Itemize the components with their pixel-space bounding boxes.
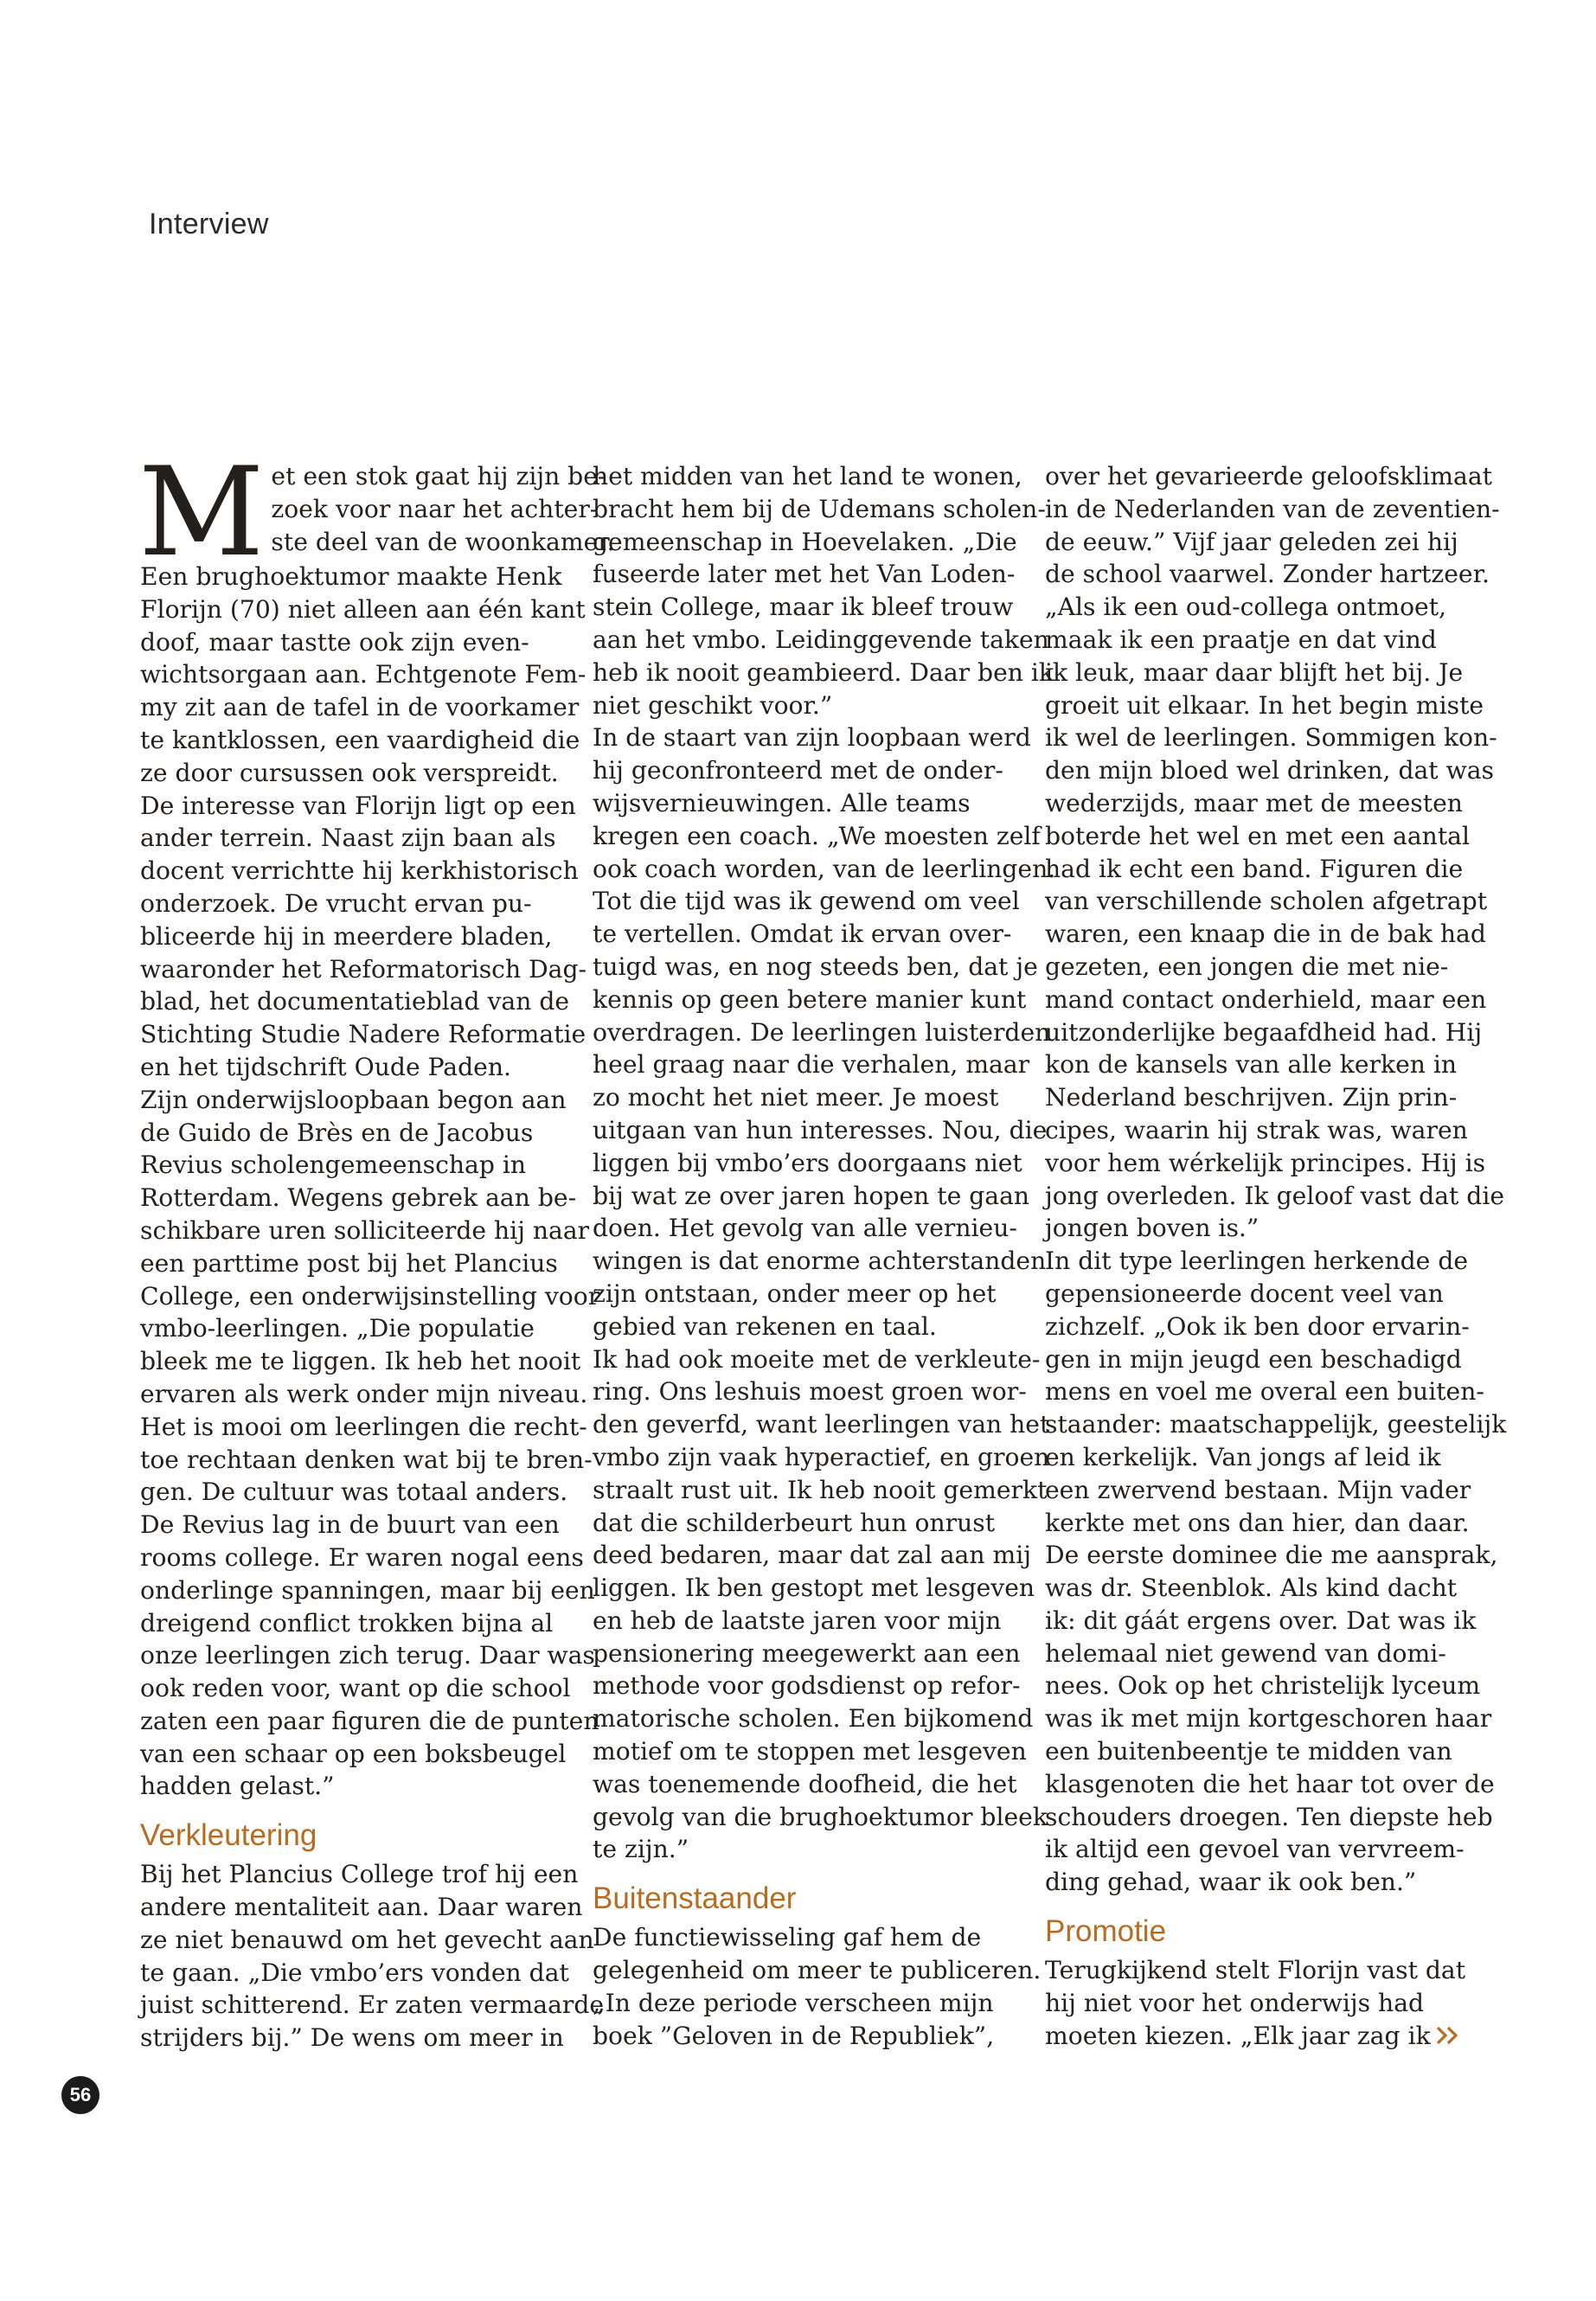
last-line-text: moeten kiezen. „Elk jaar zag ik — [1045, 2021, 1431, 2050]
text-line: Revius scholengemeenschap in — [140, 1150, 527, 1180]
text-line: was dr. Steenblok. Als kind dacht — [1045, 1574, 1458, 1603]
text-line: bij wat ze over jaren hopen te gaan — [593, 1181, 1030, 1210]
text-line: jongen boven is.” — [1045, 1214, 1259, 1243]
text-line: ding gehad, waar ik ook ben.” — [1045, 1868, 1417, 1897]
text-line: bleek me te liggen. Ik heb het nooit — [140, 1347, 581, 1376]
text-line: liggen bij vmbo’ers doorgaans niet — [593, 1148, 1022, 1177]
text-line: juist schitterend. Er zaten vermaarde — [140, 1990, 605, 2020]
text-line: Bij het Plancius College trof hij een — [140, 1860, 579, 1889]
text-line: onze leerlingen zich terug. Daar was — [140, 1641, 595, 1670]
text-line: boek ”Geloven in de Republiek”, — [593, 2021, 995, 2050]
text-line: „In deze periode verscheen mijn — [593, 1988, 994, 2017]
text-line: zichzelf. „Ook ik ben door ervarin- — [1045, 1311, 1470, 1341]
text-line: Nederland beschrijven. Zijn prin- — [1045, 1083, 1458, 1112]
text-line: voor hem wérkelijk principes. Hij is — [1045, 1148, 1486, 1177]
text-line: liggen. Ik ben gestopt met lesgeven — [593, 1574, 1035, 1603]
text-line: matorische scholen. Een bijkomend — [593, 1704, 1034, 1734]
text-line: andere mentaliteit aan. Daar waren — [140, 1893, 583, 1922]
text-line: helemaal niet gewend van domi- — [1045, 1638, 1446, 1668]
text-line: en het tijdschrift Oude Paden. — [140, 1052, 511, 1081]
text-line: gen in mijn jeugd een beschadigd — [1045, 1344, 1462, 1374]
text-line: stein College, maar ik bleef trouw — [593, 593, 1014, 622]
text-line: uitgaan van hun interesses. Nou, die — [593, 1115, 1048, 1144]
text-line: de school vaarwel. Zonder hartzeer. — [1045, 560, 1490, 589]
text-line: deed bedaren, maar dat zal aan mij — [593, 1541, 1031, 1570]
double-chevron-right-icon — [1434, 2025, 1464, 2046]
subheading-buitenstaander: Buitenstaander — [593, 1881, 797, 1916]
text-line: et een stok gaat hij zijn be- — [271, 462, 606, 490]
text-line: den mijn bloed wel drinken, dat was — [1045, 756, 1494, 785]
text-line: de Guido de Brès en de Jacobus — [140, 1118, 534, 1147]
text-line: ervaren als werk onder mijn niveau. — [140, 1379, 588, 1408]
text-line: den geverfd, want leerlingen van het — [593, 1410, 1050, 1439]
text-line: wijsvernieuwingen. Alle teams — [593, 788, 971, 817]
text-line: Tot die tijd was ik gewend om veel — [593, 887, 1020, 916]
text-line: en kerkelijk. Van jongs af leid ik — [1045, 1442, 1441, 1471]
text-line: Florijn (70) niet alleen aan één kant — [140, 594, 586, 624]
text-line: te vertellen. Omdat ik ervan over- — [593, 920, 1012, 949]
text-line: had ik echt een band. Figuren die — [1045, 854, 1464, 883]
text-line: onderlinge spanningen, maar bij een — [140, 1575, 595, 1605]
subheading-promotie: Promotie — [1045, 1914, 1167, 1949]
text-line: in de Nederlanden van de zeventien- — [1045, 494, 1500, 523]
page-number-badge: 56 — [61, 2076, 99, 2114]
article-column-3 — [1045, 460, 1507, 2052]
text-line: een buitenbeentje te midden van — [1045, 1737, 1452, 1766]
text-line: straalt rust uit. Ik heb nooit gemerkt — [593, 1475, 1048, 1504]
text-line: het midden van het land te wonen, — [593, 462, 1022, 490]
text-line: mand contact onderhield, maar een — [1045, 984, 1487, 1014]
text-line: wichtsorgaan aan. Echtgenote Fem- — [140, 660, 586, 689]
text-line: van een schaar op een boksbeugel — [140, 1739, 567, 1768]
text-line: te zijn.” — [593, 1835, 689, 1864]
text-line: mens en voel me overal een buiten- — [1045, 1377, 1484, 1407]
text-line: te gaan. „Die vmbo’ers vonden dat — [140, 1958, 569, 1987]
text-line: niet geschikt voor.” — [593, 690, 833, 720]
text-line: zaten een paar figuren die de punten — [140, 1706, 599, 1735]
text-line: De Revius lag in de buurt van een — [140, 1510, 560, 1540]
text-line: blad, het documentatieblad van de — [140, 987, 570, 1016]
text-line: gezeten, een jongen die met nie- — [1045, 952, 1449, 981]
text-line: ik: dit gáát ergens over. Dat was ik — [1045, 1606, 1477, 1635]
text-line: gemeenschap in Hoevelaken. „Die — [593, 527, 1017, 556]
article-column-1 — [138, 441, 615, 2054]
text-line: van verschillende scholen afgetrapt — [1045, 887, 1488, 916]
dropcap: M — [138, 441, 265, 584]
text-line: bracht hem bij de Udemans scholen- — [593, 494, 1046, 523]
text-line: was toenemende doofheid, die het — [593, 1769, 1017, 1798]
text-line: nees. Ook op het christelijk lyceum — [1045, 1671, 1481, 1701]
text-line: een zwervend bestaan. Mijn vader — [1045, 1475, 1471, 1504]
text-line: cipes, waarin hij strak was, waren — [1045, 1115, 1468, 1144]
text-line: rooms college. Er waren nogal eens — [140, 1542, 584, 1572]
text-line: ze niet benauwd om het gevecht aan — [140, 1925, 594, 1954]
text-line: De functiewisseling gaf hem de — [593, 1923, 982, 1952]
text-line: Het is mooi om leerlingen die recht- — [140, 1412, 587, 1441]
text-line: Rotterdam. Wegens gebrek aan be- — [140, 1183, 577, 1213]
text-line: vmbo zijn vaak hyperactief, en groen — [593, 1442, 1050, 1471]
text-line: tuigd was, en nog steeds ben, dat je — [593, 952, 1038, 981]
text-line: doen. Het gevolg van alle vernieu- — [593, 1214, 1017, 1243]
text-line: overdragen. De leerlingen luisterden — [593, 1017, 1051, 1047]
text-line: hij geconfronteerd met de onder- — [593, 756, 1003, 785]
text-line: dat die schilderbeurt hun onrust — [593, 1508, 996, 1537]
text-line: schikbare uren solliciteerde hij naar — [140, 1215, 590, 1245]
text-line: klasgenoten die het haar tot over de — [1045, 1769, 1495, 1798]
text-line: kregen een coach. „We moesten zelf — [593, 821, 1041, 850]
text-line: hadden gelast.” — [140, 1772, 335, 1801]
text-line: ik wel de leerlingen. Sommigen kon- — [1045, 723, 1497, 753]
text-line: methode voor godsdienst op refor- — [593, 1671, 1021, 1701]
col1-body — [140, 561, 605, 2054]
text-line: dreigend conflict trokken bijna al — [140, 1608, 554, 1638]
text-line: maak ik een praatje en dat vind — [1045, 625, 1437, 654]
text-line: was ik met mijn kortgeschoren haar — [1045, 1704, 1492, 1734]
text-line — [1045, 2020, 1460, 2053]
text-line: In de staart van zijn loopbaan werd — [593, 723, 1031, 753]
section-label: Interview — [149, 208, 269, 240]
text-line: ste deel van de woonkamer. — [271, 527, 615, 556]
text-line: pensionering meegewerkt aan een — [593, 1638, 1021, 1668]
text-line: College, een onderwijsinstelling voor — [140, 1281, 600, 1311]
text-line: en heb de laatste jaren voor mijn — [593, 1606, 1002, 1635]
text-line: een parttime post bij het Plancius — [140, 1248, 558, 1278]
text-line: kennis op geen betere manier kunt — [593, 984, 1027, 1014]
text-line: gen. De cultuur was totaal anders. — [140, 1477, 568, 1507]
text-line: motief om te stoppen met lesgeven — [593, 1737, 1027, 1766]
text-line: wederzijds, maar met de meesten — [1045, 788, 1463, 817]
text-line: „Als ik een oud-collega ontmoet, — [1045, 593, 1447, 622]
text-line: heb ik nooit geambieerd. Daar ben ik — [593, 657, 1054, 687]
text-line: kon de kansels van alle kerken in — [1045, 1050, 1458, 1080]
text-line: waren, een knaap die in de bak had — [1045, 920, 1486, 949]
text-line: over het gevarieerde geloofsklimaat — [1045, 462, 1492, 490]
text-line: strijders bij.” De wens om meer in — [140, 2023, 564, 2053]
text-line: toe rechtaan denken wat bij te bren- — [140, 1445, 593, 1474]
text-line: onderzoek. De vrucht ervan pu- — [140, 888, 532, 918]
text-line: ik altijd een gevoel van vervreem- — [1045, 1835, 1465, 1864]
text-line: ook coach worden, van de leerlingen. — [593, 854, 1056, 883]
text-line: docent verrichtte hij kerkhistorisch — [140, 856, 579, 886]
text-line: aan het vmbo. Leidinggevende taken — [593, 625, 1049, 654]
text-line: gelegenheid om meer te publiceren. — [593, 1956, 1042, 1985]
text-line: bliceerde hij in meerdere bladen, — [140, 921, 553, 951]
text-line: uitzonderlijke begaafdheid had. Hij — [1045, 1017, 1483, 1047]
text-line: zoek voor naar het achter- — [271, 494, 599, 523]
text-line: groeit uit elkaar. In het begin miste — [1045, 690, 1484, 720]
text-line: ook reden voor, want op die school — [140, 1674, 571, 1703]
text-line: kerkte met ons dan hier, dan daar. — [1045, 1508, 1470, 1537]
text-line: boterde het wel en met een aantal — [1045, 821, 1470, 850]
text-line: wingen is dat enorme achterstanden — [593, 1247, 1047, 1276]
text-line: te kantklossen, een vaardigheid die — [140, 725, 580, 754]
text-line: waaronder het Reformatorisch Dag- — [140, 954, 587, 984]
text-line: ander terrein. Naast zijn baan als — [140, 824, 556, 853]
text-line: fuseerde later met het Van Loden- — [593, 560, 1016, 589]
text-line: Terugkijkend stelt Florijn vast dat — [1045, 1956, 1466, 1985]
text-line: De interesse van Florijn ligt op een — [140, 791, 576, 820]
text-line: ik leuk, maar daar blijft het bij. Je — [1045, 657, 1464, 687]
text-line: gevolg van die brughoektumor bleek — [593, 1802, 1048, 1831]
text-line: heel graag naar die verhalen, maar — [593, 1050, 1030, 1080]
subheading-verkleutering: Verkleutering — [140, 1818, 317, 1853]
text-line: schouders droegen. Ten diepste heb — [1045, 1802, 1493, 1831]
text-line: gepensioneerde docent veel van — [1045, 1279, 1444, 1308]
text-line: doof, maar tastte ook zijn even- — [140, 627, 529, 657]
text-line: Een brughoektumor maakte Henk — [140, 562, 562, 591]
text-line: vmbo-leerlingen. „Die populatie — [140, 1314, 535, 1343]
text-line: Ik had ook moeite met de verkleute- — [593, 1344, 1041, 1374]
text-line: In dit type leerlingen herkende de — [1045, 1247, 1469, 1276]
text-line: my zit aan de tafel in de voorkamer — [140, 693, 580, 722]
text-line: gebied van rekenen en taal. — [593, 1311, 937, 1341]
article-column-2 — [593, 460, 1056, 2052]
text-line: zo mocht het niet meer. Je moest — [593, 1083, 999, 1112]
text-line: Zijn onderwijsloopbaan begon aan — [140, 1085, 567, 1114]
text-line: ring. Ons leshuis moest groen wor- — [593, 1377, 1027, 1407]
text-line: jong overleden. Ik geloof vast dat die — [1045, 1181, 1505, 1210]
text-line: hij niet voor het onderwijs had — [1045, 1988, 1425, 2017]
text-line: staander: maatschappelijk, geestelijk — [1045, 1410, 1507, 1439]
text-line: De eerste dominee die me aansprak, — [1045, 1541, 1498, 1570]
text-line: de eeuw.” Vijf jaar geleden zei hij — [1045, 527, 1458, 556]
text-line: ze door cursussen ook verspreidt. — [140, 758, 559, 787]
text-line: zijn ontstaan, onder meer op het — [593, 1279, 997, 1308]
text-line: Stichting Studie Nadere Reformatie — [140, 1020, 586, 1049]
